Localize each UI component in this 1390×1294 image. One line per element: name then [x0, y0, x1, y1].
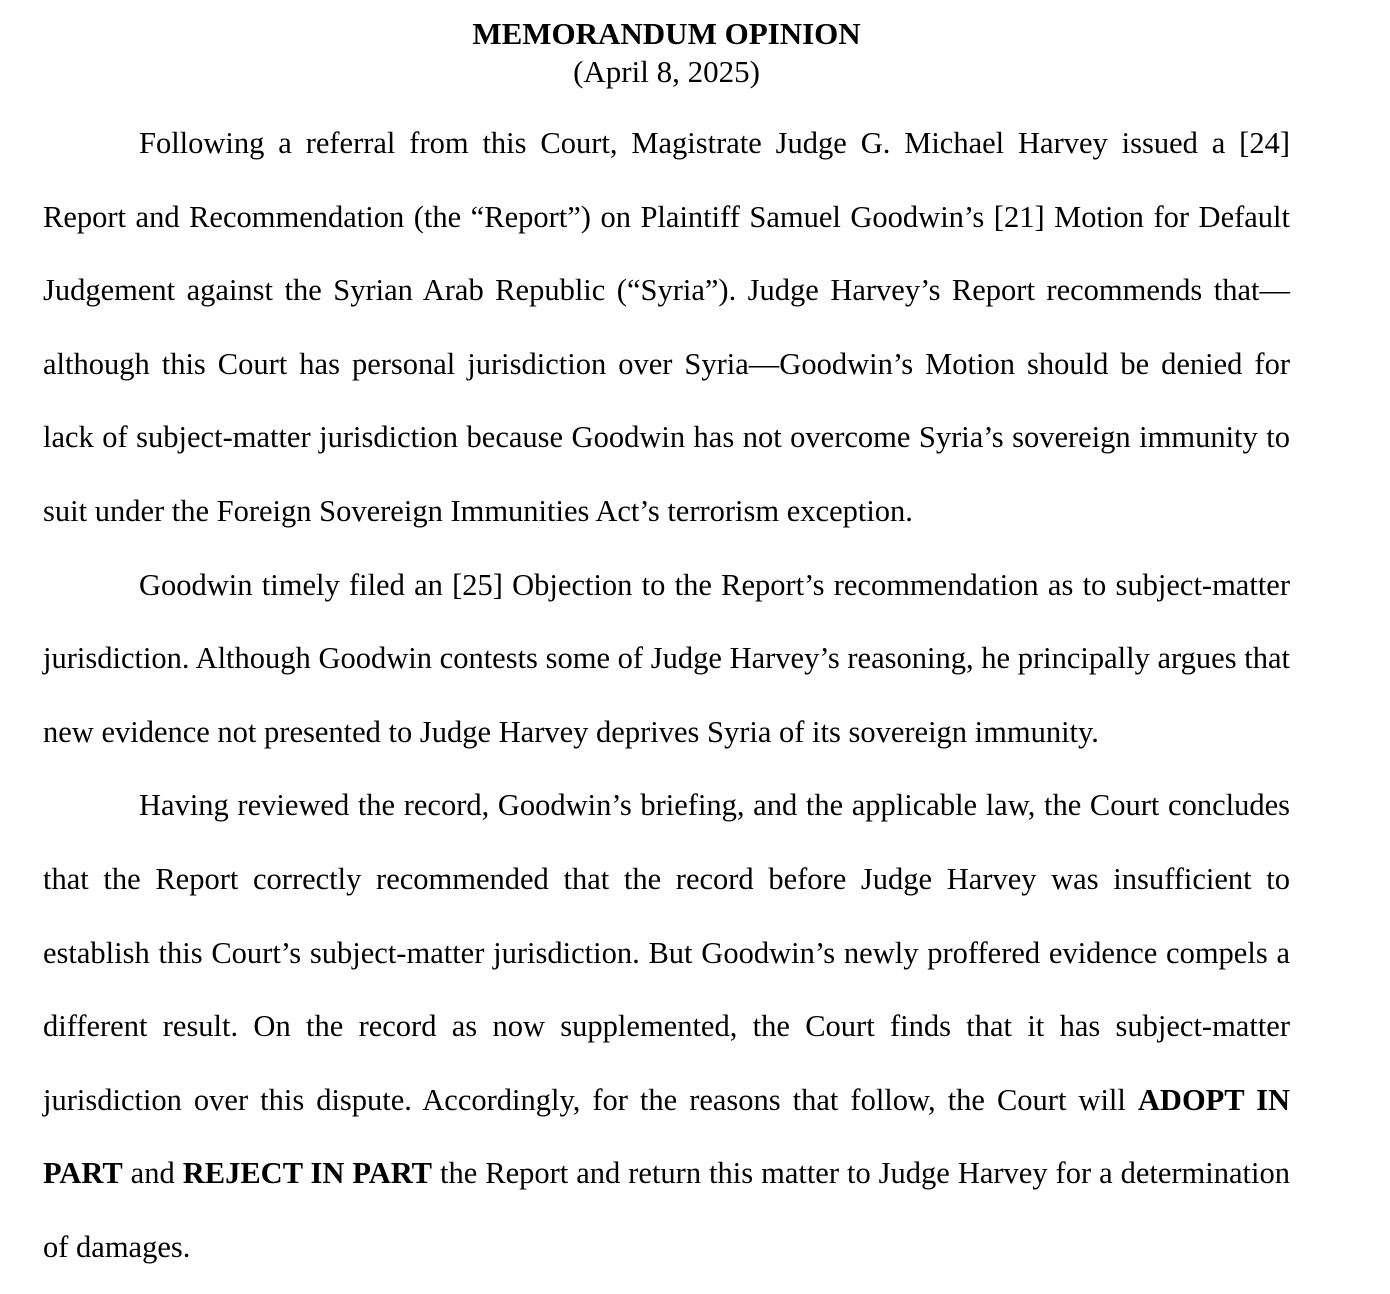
paragraph-3-text-before: Having reviewed the record, Goodwin’s briefing, and the applicable law, the Court concludes that the Report correctly recommended that the record before Judge Harvey was insufficient to establish this Court’s subject-matter jurisdiction. But Goodwin’s newly proffered evidence compels a different result. On the record as now supplemented, the Court finds that it has subject-matter jurisdiction over this dispute. Accordingly, for the reasons that follow, the Court will: [43, 788, 1290, 1117]
paragraph-1: Following a referral from this Court, Magistrate Judge G. Michael Harvey issued a [24] Report and Recommendation (the “Report”) on Plaintiff Samuel Goodwin’s [21] Motion for Default Judgement against the Syrian Arab Republic (“Syria”). Judge Harvey’s Report recommends that—although this Court has personal jurisdiction over Syria—Goodwin’s Motion should be denied for lack of subject-matter jurisdiction because Goodwin has not overcome Syria’s sovereign immunity to suit under the Foreign Sovereign Immunities Act’s terrorism exception.: [43, 126, 1290, 528]
paragraph-3: [43, 769, 1290, 1284]
paragraph-3-text-middle: and: [122, 1156, 183, 1191]
paragraph-3-text-after: the Report and return this matter to Judge Harvey for a determination of damages.: [43, 1156, 1290, 1264]
reject-in-part-emphasis: REJECT IN PART: [182, 1156, 433, 1191]
adopt-in-part-emphasis: ADOPT IN PART: [43, 1082, 1290, 1191]
document-body: [43, 107, 1290, 1285]
document-title: MEMORANDUM OPINION: [472, 16, 861, 51]
paragraph-2: Goodwin timely filed an [25] Objection to the Report’s recommendation as to subject-matter jurisdiction. Although Goodwin contests some of Judge Harvey’s reasoning, he principally argues that new evidence not presented to Judge Harvey deprives Syria of its sovereign immunity.: [43, 567, 1290, 749]
document-date: (April 8, 2025): [573, 54, 760, 89]
